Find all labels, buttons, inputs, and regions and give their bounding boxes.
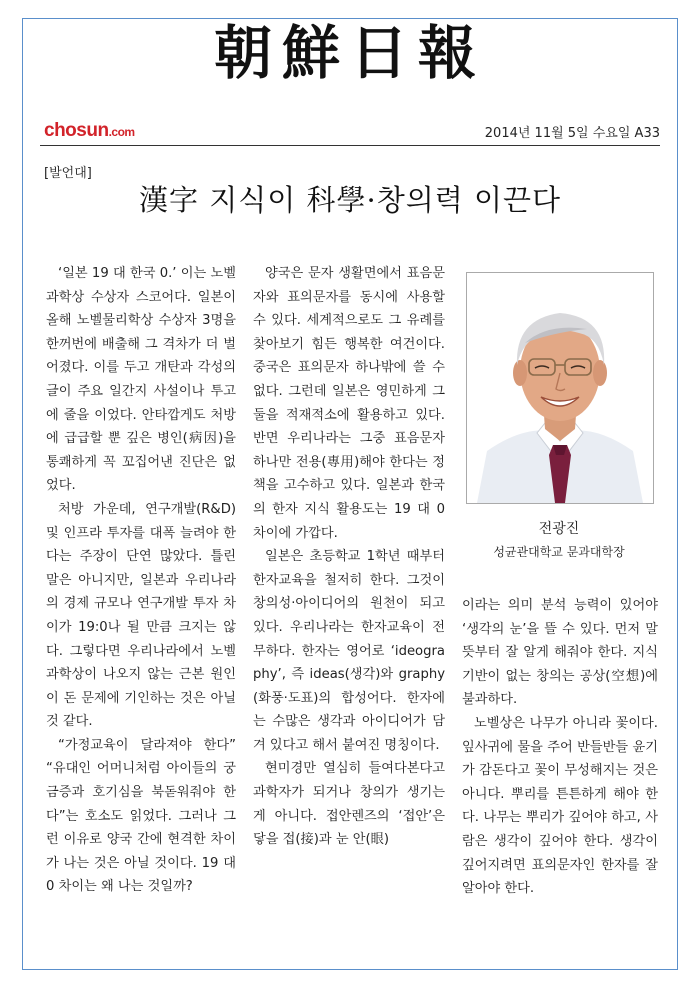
article-column-1: [46, 262, 236, 899]
paragraph: 양국은 문자 생활면에서 표음문자와 표의문자를 동시에 사용할 수 있다. 세계적으로도 그 유례를 찾아보기 힘든 행복한 여건이다. 중국은 표의문자 하나밖에 쓸 수 없다. 그런데 일본은 영민하게 그 둘을 적재적소에 활용하고 있다. 반면 우리나라는 그중 표음문자 하나만 전용(專用)해야 한다는 정책을 고수하고 있다. 일본과 한국의 한자 지식 활용도는 19 대 0 차이에 가깝다.: [253, 266, 445, 541]
paragraph: ‘일본 19 대 한국 0.’ 이는 노벨과학상 수상자 스코어다. 일본이 올해 노벨물리학상 수상자 3명을 한꺼번에 배출해 그 격차가 더 벌어졌다. 이를 두고 개탄과 각성의 글이 주요 일간지 사설이나 투고에 줄을 이었다. 안타깝게도 처방에 급급할 뿐 깊은 병인(病因)을 통쾌하게 꼭 꼬집어낸 진단은 없었다.: [46, 266, 236, 494]
paragraph: 이라는 의미 분석 능력이 있어야 ‘생각의 눈’을 뜰 수 있다. 먼저 말뜻부터 잘 알게 해줘야 한다. 지식 기반이 없는 창의는 공상(空想)에 불과하다.: [462, 598, 658, 708]
paragraph: 노벨상은 나무가 아니라 꽃이다. 잎사귀에 물을 주어 반들반들 윤기가 감돈다고 꽃이 무성해지는 것은 아니다. 뿌리를 튼튼하게 해야 한다. 나무는 뿌리가 깊어야 하고, 사람은 생각이 깊어야 한다. 생각이 깊어지려면 표의문자인 한자를 잘 알아야 한다.: [462, 715, 658, 897]
section-label: [발언대]: [44, 166, 92, 181]
paragraph: 현미경만 열심히 들여다본다고 과학자가 되거나 창의가 생기는 게 아니다. 접안렌즈의 ‘접안’은 닿을 접(接)과 눈 안(眼): [253, 761, 445, 848]
author-name: 전광진: [538, 521, 580, 537]
paragraph: “가정교육이 달라져야 한다” “유대인 어머니처럼 아이들의 궁금증과 호기심을 북돋워줘야 한다”는 호소도 읽었다. 그러나 그런 이유로 양국 간에 현격한 차이가 나는 것은 아닐 것이다. 19 대 0 차이는 왜 나는 것일까?: [46, 737, 236, 895]
author-photo: [466, 272, 654, 504]
article-column-3: [462, 594, 658, 901]
header-rule: [40, 145, 660, 146]
author-title: 성균관대학교 문과대학장: [493, 545, 625, 559]
paragraph: 일본은 초등학교 1학년 때부터 한자교육을 철저히 한다. 그것이 창의성·아이디어의 원천이 되고 있다. 우리나라는 한자교육이 전무하다. 한자는 영어로 ‘ideography’, 즉 ideas(생각)와 graphy(화풍·도표)의 합성어다. 한자에는 수많은 생각과 아이디어가 담겨 있다고 해서 붙여진 명칭이다.: [253, 549, 445, 753]
issue-dateline: 2014년 11월 5일 수요일 A33: [484, 126, 660, 141]
author-portrait-image: [467, 273, 653, 503]
paragraph: 처방 가운데, 연구개발(R&D) 및 인프라 투자를 대폭 늘려야 한다는 주장이 단연 많았다. 틀린 말은 아니지만, 일본과 우리나라의 경제 규모나 연구개발 투자 차이가 19:0나 될 만큼 크지는 않다. 그렇다면 우리나라에서 노벨과학상이 나오지 않는 근본 원인이 돈 문제에 기인하는 것은 아닐 것 같다.: [46, 501, 236, 730]
brand-domain: .com: [108, 125, 135, 139]
article-headline: 漢字 지식이 科學·창의력 이끈다: [139, 183, 561, 217]
brand-name: chosun: [44, 120, 109, 141]
article-column-2: [253, 262, 445, 852]
brand-logo[interactable]: [44, 120, 135, 142]
newspaper-masthead: 朝鮮日報: [213, 19, 486, 87]
